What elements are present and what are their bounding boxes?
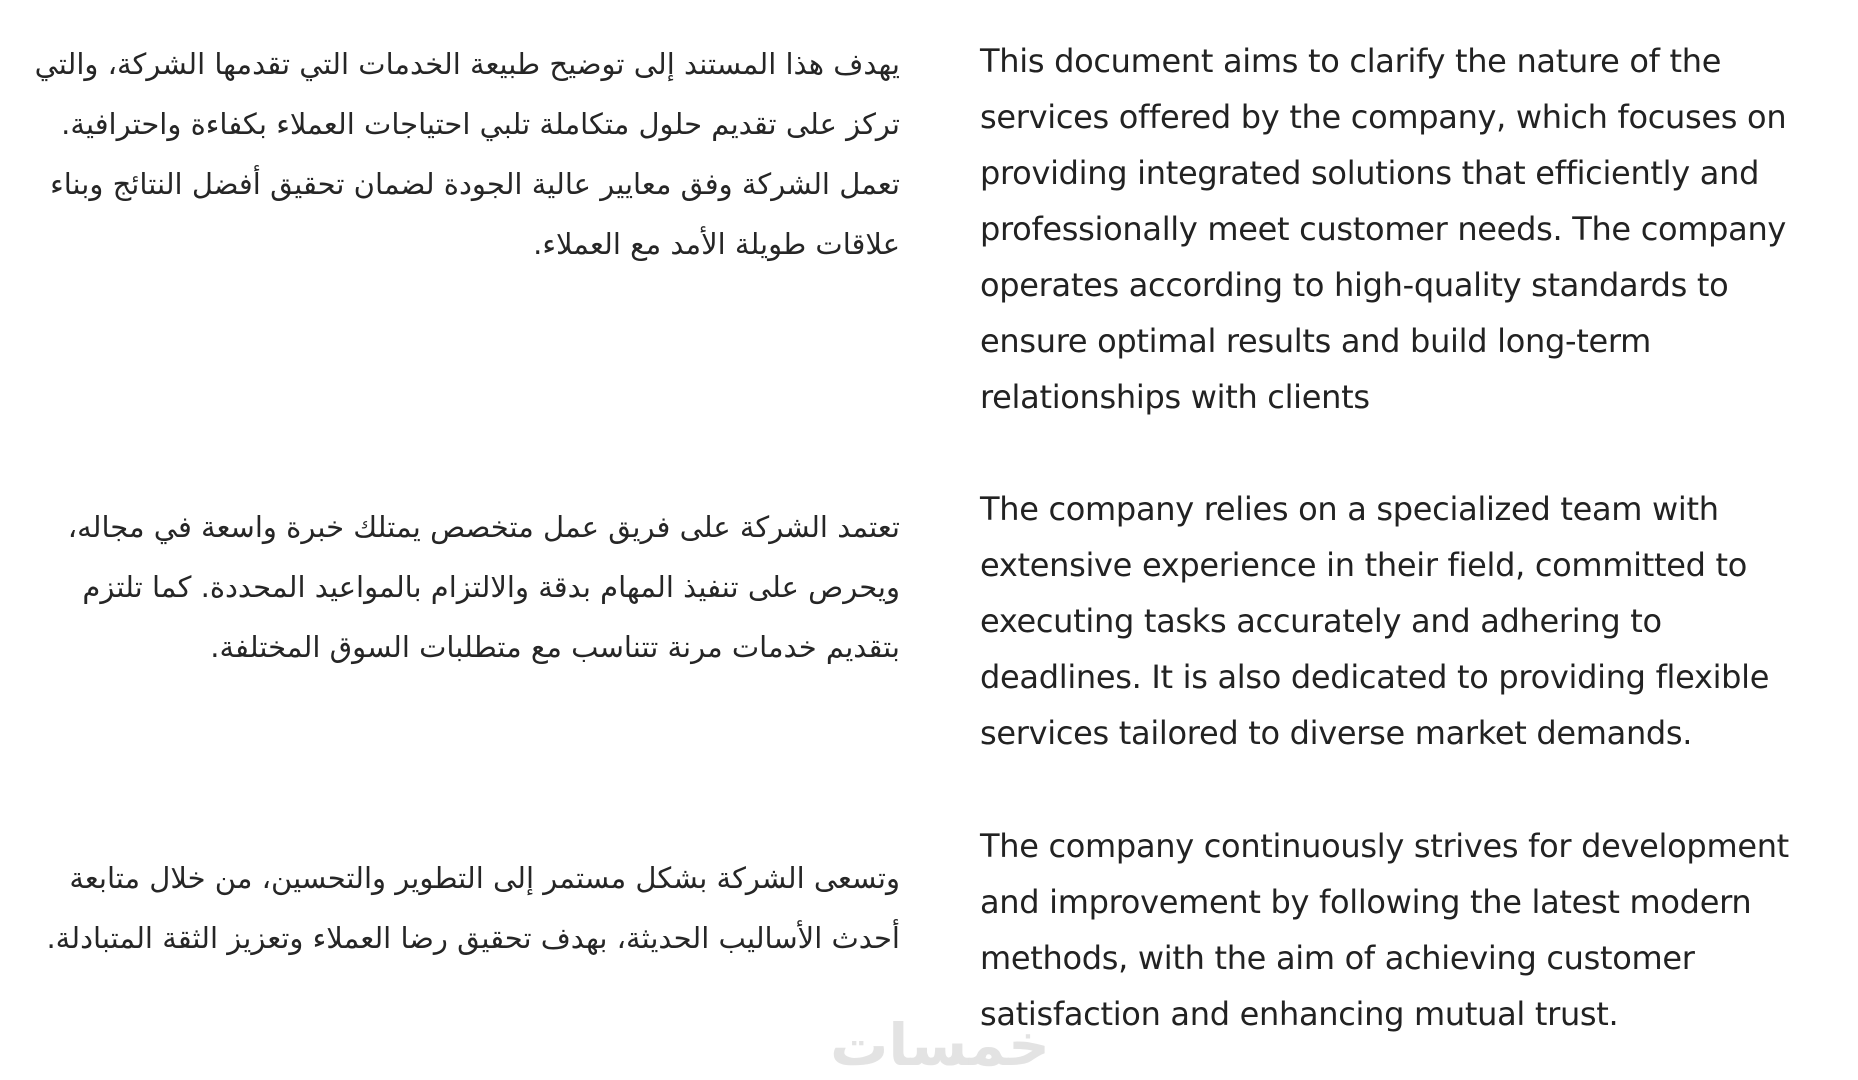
arabic-paragraph-3 xyxy=(30,848,900,968)
arabic-paragraph-1 xyxy=(30,34,900,274)
arabic-paragraph-text: تعتمد الشركة على فريق عمل متخصص يمتلك خبرة واسعة في مجاله، ويحرص على تنفيذ المهام بدقة والالتزام بالمواعيد المحددة. كما تلتزم بتقديم خدمات مرنة تتناسب مع متطلبات السوق المختلفة. xyxy=(67,510,900,664)
arabic-paragraph-text: وتسعى الشركة بشكل مستمر إلى التطوير والتحسين، من خلال متابعة أحدث الأساليب الحديثة، بهدف تحقيق رضا العملاء وتعزيز الثقة المتبادلة. xyxy=(46,861,900,955)
arabic-paragraph-text: يهدف هذا المستند إلى توضيح طبيعة الخدمات التي تقدمها الشركة، والتي تركز على تقديم حلول متكاملة تلبي احتياجات العملاء بكفاءة واحترافية. تعمل الشركة وفق معايير عالية الجودة لضمان تحقيق أفضل النتائج وبناء علاقات طويلة الأمد مع العملاء. xyxy=(34,47,900,261)
english-paragraph-text: The company relies on a specialized team with extensive experience in their field, committed to executing tasks accurately and adhering to deadlines. It is also dedicated to providing flexible services tailored to diverse market demands. xyxy=(980,490,1770,752)
english-paragraph-2 xyxy=(980,481,1830,761)
arabic-paragraph-2 xyxy=(30,497,900,677)
english-paragraph-1 xyxy=(980,33,1830,425)
english-paragraph-text: The company continuously strives for development and improvement by following the latest modern methods, with the aim of achieving customer satisfaction and enhancing mutual trust. xyxy=(980,827,1789,1033)
english-paragraph-text: This document aims to clarify the nature of the services offered by the company, which focuses on providing integrated solutions that efficiently and professionally meet customer needs. The company operates according to high-quality standards to ensure optimal results and build long-term relationships with clients xyxy=(980,42,1787,416)
english-paragraph-3 xyxy=(980,818,1830,1042)
watermark-logo: خمسات xyxy=(830,1011,1050,1079)
